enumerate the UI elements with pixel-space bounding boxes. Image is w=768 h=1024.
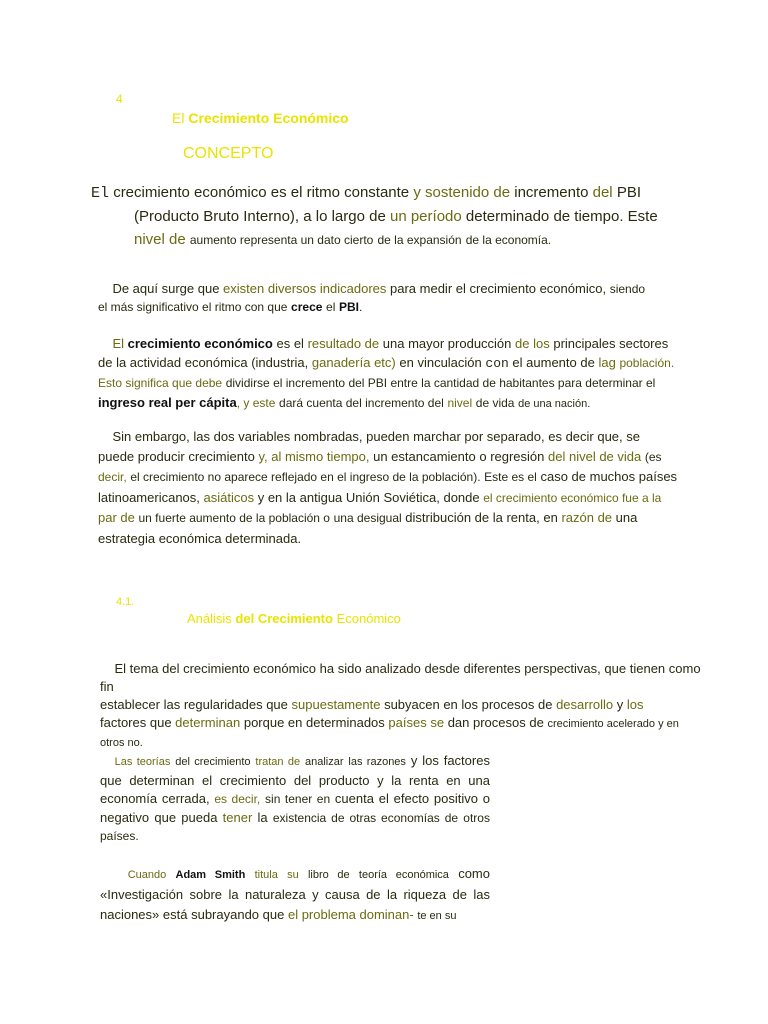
text: en vinculación xyxy=(399,355,482,370)
paragraph-definition xyxy=(91,181,691,252)
text: en xyxy=(543,510,558,525)
text: ganadería etc) xyxy=(311,355,396,370)
text: y xyxy=(413,184,421,201)
text: de los xyxy=(515,336,550,351)
text: PBI xyxy=(616,184,642,201)
text: de la actividad económica (industria, xyxy=(98,355,309,370)
text: una mayor producción xyxy=(382,336,512,351)
text: (Producto Bruto Interno), a lo largo de xyxy=(134,208,386,225)
title-prefix: El xyxy=(172,110,185,126)
text: , y este xyxy=(236,396,276,410)
text: decir, xyxy=(98,470,127,484)
text: los xyxy=(626,697,644,712)
text: Cuando xyxy=(127,869,167,881)
text: analizar xyxy=(304,756,344,768)
text: dividirse el incremento del PBI entre la cantidad de habitantes para determinar el xyxy=(225,376,656,390)
text: que pueda xyxy=(154,809,218,825)
text: tener xyxy=(222,809,253,825)
text: el aumento de xyxy=(512,355,595,370)
text: cuenta el efecto positivo o xyxy=(334,791,490,806)
text: las dos variables nombradas, pueden marchar por separado, es decir que, se xyxy=(193,429,640,444)
text: la xyxy=(257,809,268,825)
paragraph-however xyxy=(98,427,713,548)
text: está subrayando que xyxy=(162,907,285,922)
text: tienen como fin xyxy=(100,661,701,694)
text: dan procesos de xyxy=(447,715,544,730)
text: y xyxy=(616,697,624,712)
text: PBI xyxy=(339,300,360,314)
text: crecimiento acelerado y en xyxy=(547,718,679,730)
text-el: El xyxy=(91,185,110,202)
text: titula xyxy=(254,869,278,881)
text: al mismo tiempo, xyxy=(271,448,370,464)
text: el crecimiento económico fue a la xyxy=(483,490,662,505)
text: como xyxy=(458,866,490,881)
text: naciones» xyxy=(100,907,160,922)
text: el xyxy=(326,300,336,314)
text: las razones xyxy=(348,756,406,768)
text: otros no. xyxy=(100,737,143,749)
text: una xyxy=(615,510,638,525)
text: que xyxy=(604,661,627,676)
text: incremento xyxy=(514,184,589,201)
text: del xyxy=(592,184,613,201)
section-title xyxy=(172,110,349,126)
section-number: 4 xyxy=(116,92,123,106)
text: su xyxy=(287,869,299,881)
text: un xyxy=(389,208,407,225)
text: y en la antigua Unión Soviética, xyxy=(257,489,440,505)
text: donde xyxy=(443,489,480,505)
text: Sin embargo, xyxy=(112,429,190,444)
paragraph-analysis xyxy=(100,660,715,752)
text: sin tener en xyxy=(265,792,331,806)
text: De aquí surge que xyxy=(112,281,220,296)
text: tratan de xyxy=(255,756,301,768)
text: razón de xyxy=(561,510,613,525)
text: desarrollo xyxy=(556,697,614,712)
text: distribución de la renta, xyxy=(405,510,540,525)
paragraph-adam-smith xyxy=(100,864,490,926)
text: es decir, xyxy=(214,792,261,806)
text: Este xyxy=(627,208,658,225)
text: Análisis xyxy=(187,611,232,626)
text: asiáticos xyxy=(203,489,255,505)
text: latinoamericanos, xyxy=(98,489,200,505)
paragraph-theories xyxy=(100,752,490,846)
text: «Investigación sobre la naturaleza y causa de la riqueza de las xyxy=(100,887,490,902)
paragraph-result xyxy=(98,334,723,414)
text: un fuerte aumento de la población o xyxy=(138,511,330,525)
text: y, xyxy=(258,448,268,464)
text: el más significativo el ritmo con que xyxy=(98,300,288,314)
text: y la renta en una xyxy=(377,772,490,788)
text: crecimiento económico es el ritmo constante xyxy=(113,184,410,201)
text: países se xyxy=(388,715,445,730)
text: de vida xyxy=(475,396,515,410)
text: libro de xyxy=(307,869,350,881)
text: nivel de xyxy=(134,231,186,248)
text: Las teorías xyxy=(114,756,171,768)
text: existencia de otras economías de xyxy=(272,810,459,825)
text: negativo xyxy=(100,809,150,825)
text: determinado de tiempo. xyxy=(465,208,624,225)
text: Adam Smith xyxy=(175,869,246,881)
text: otros países. xyxy=(100,810,490,843)
text: una desigual xyxy=(333,511,402,525)
text: puede producir crecimiento xyxy=(98,448,255,464)
text: determinan xyxy=(175,715,241,730)
text: de la expansión xyxy=(377,233,462,247)
text: siendo xyxy=(609,282,646,296)
text: es el xyxy=(276,336,304,351)
text: del crecimiento xyxy=(175,756,251,768)
text: par de xyxy=(98,510,135,525)
text: período xyxy=(410,208,462,225)
text: te en su xyxy=(417,910,457,922)
text: con xyxy=(485,356,509,371)
text: Este es el xyxy=(484,470,537,484)
text: de la economía. xyxy=(465,233,552,247)
text: de una nación. xyxy=(518,398,591,410)
text: que determinan el crecimiento del xyxy=(100,772,312,788)
text: ingreso real per cápita xyxy=(98,395,237,410)
text: factores que xyxy=(100,715,172,730)
text: el problema dominan- xyxy=(287,907,414,922)
text: para medir el crecimiento económico, xyxy=(390,281,607,296)
paragraph-indicators xyxy=(98,280,698,316)
text: El tema del crecimiento económico ha sido analizado desde diferentes perspectivas, xyxy=(114,661,601,676)
concepto-heading: CONCEPTO xyxy=(183,145,274,162)
text: un estancamiento o xyxy=(373,448,487,464)
text: aumento representa un dato cierto xyxy=(189,233,374,247)
text: de xyxy=(493,184,511,201)
text: crece xyxy=(291,300,323,314)
text: (es xyxy=(644,449,662,464)
text: diversos indicadores xyxy=(267,281,387,296)
text: subyacen en los procesos de xyxy=(384,697,553,712)
text: nivel xyxy=(447,396,473,410)
subsection-title xyxy=(187,611,401,626)
text: . xyxy=(359,300,363,314)
text: dará cuenta del incremento del xyxy=(279,396,444,410)
text: resultado de xyxy=(307,336,380,351)
text: crecimiento económico xyxy=(127,336,273,351)
text: principales sectores xyxy=(553,336,669,351)
title-bold: Crecimiento Económico xyxy=(188,110,349,126)
text: del Crecimiento xyxy=(235,611,333,626)
text: población. xyxy=(619,356,675,370)
text: existen xyxy=(223,281,265,296)
text: y los factores xyxy=(410,753,490,768)
text: El xyxy=(112,336,125,351)
text: el crecimiento no aparece reflejado en el ingreso de la población). xyxy=(130,470,481,484)
text: caso de muchos países xyxy=(540,469,678,484)
text: porque en determinados xyxy=(243,715,385,730)
subsection-number: 4.1. xyxy=(116,596,135,608)
text: establecer las regularidades que xyxy=(100,697,288,712)
text: Económico xyxy=(336,611,401,626)
text: del nivel de vida xyxy=(548,448,642,464)
text: Esto significa que debe xyxy=(98,376,223,390)
indented-lines xyxy=(91,205,691,252)
text: estrategia económica determinada. xyxy=(98,530,302,546)
text: lag xyxy=(598,355,616,370)
text: producto xyxy=(318,772,370,788)
text: supuestamente xyxy=(291,697,381,712)
text: teoría económica xyxy=(358,869,449,881)
text: sostenido xyxy=(425,184,490,201)
text: regresión xyxy=(490,448,545,464)
text: economía cerrada, xyxy=(100,791,210,806)
